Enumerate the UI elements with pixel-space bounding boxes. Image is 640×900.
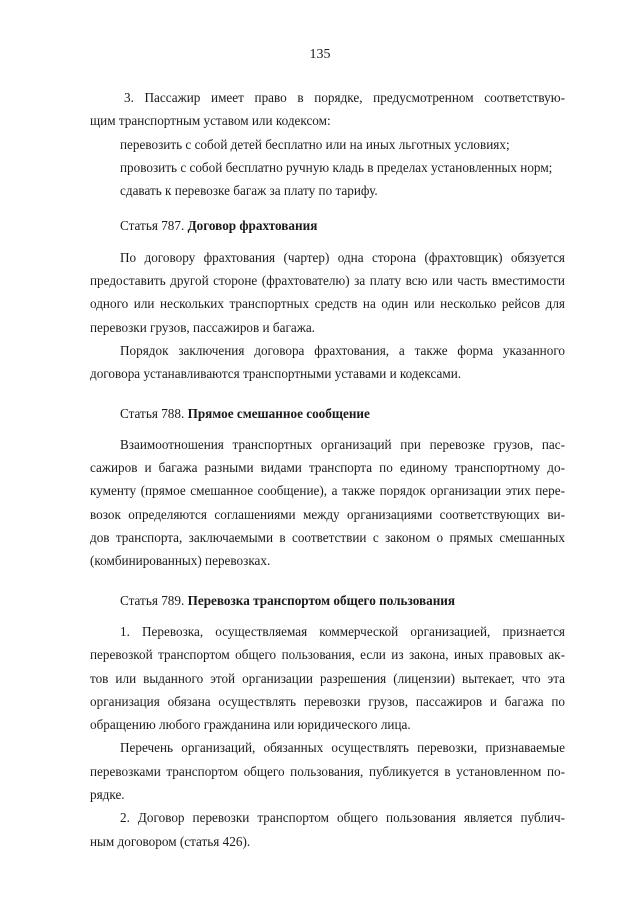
text-line: (комбинированных) перевозках. (90, 553, 271, 569)
article-787-text (90, 246, 565, 386)
list-item: провозить с собой бесплатно ручную кладь в пределах установленных норм; (120, 159, 553, 175)
article-788-text (90, 433, 565, 573)
article-789-heading (120, 589, 565, 612)
text-line: тов или выданного этой организации разрешения (лицензии) вытекает, что эта (90, 670, 565, 686)
list-item: перевозить с собой детей бесплатно или на иных льготных условиях; (120, 136, 510, 152)
text-line: щим транспортным уставом или кодексом: (90, 113, 331, 129)
text-line: рядке. (90, 787, 125, 803)
text-line: сажиров и багажа разными видами транспорта по единому транспортному до- (90, 460, 565, 476)
text-line: кументу (прямое смешанное сообщение), а также порядок организации этих пере- (90, 483, 565, 499)
article-title: Перевозка транспортом общего пользования (187, 592, 456, 608)
text-line: Перечень организаций, обязанных осуществлять перевозки, признаваемые (120, 740, 565, 756)
text-line: обращению любого гражданина или юридического лица. (90, 717, 411, 733)
text-line: 1. Перевозка, осуществляемая коммерческой организацией, признается (120, 623, 565, 639)
text-line: Взаимоотношения транспортных организаций при перевозке грузов, пас- (120, 436, 565, 452)
article-title: Прямое смешанное сообщение (187, 405, 370, 421)
text-line: организация обязана осуществлять перевозки грузов, пассажиров и багажа по (90, 693, 565, 709)
text-line: дов транспорта, заключаемыми в соответствии с законом о прямых смешанных (90, 530, 565, 546)
article-title: Договор фрахтования (187, 218, 318, 234)
text-line: ным договором (статья 426). (90, 833, 251, 849)
article-number: Статья 787. (120, 218, 185, 234)
text-line: предоставить другой стороне (фрахтователю) за плату всю или часть вместимости (90, 273, 565, 289)
article-789-text (90, 620, 565, 853)
article-number: Статья 788. (120, 405, 185, 421)
text-line: перевозками транспортом общего пользования, публикуется в установленном по- (90, 763, 565, 779)
text-line: перевозкой транспортом общего пользования, если из закона, иных правовых ак- (90, 647, 565, 663)
text-line: договора устанавливаются транспортными уставами и кодексами. (90, 366, 462, 382)
text-line: одного или нескольких транспортных средств на один или несколько рейсов для (90, 296, 565, 312)
article-number: Статья 789. (120, 592, 185, 608)
text-line: 3. Пассажир имеет право в порядке, предусмотренном соответствую- (124, 90, 565, 105)
page-number: 135 (309, 47, 331, 62)
passenger-rights-paragraph (90, 86, 565, 202)
text-line: Порядок заключения договора фрахтования, а также форма указанного (120, 342, 565, 358)
article-787-heading (120, 214, 565, 237)
article-788-heading (120, 402, 565, 425)
text-line: По договору фрахтования (чартер) одна сторона (фрахтовщик) обязуется (120, 249, 565, 265)
text-line: перевозки грузов, пассажиров и багажа. (90, 319, 315, 335)
document-body (90, 86, 565, 853)
text-line: возок определяются соглашениями между организациями соответствующих ви- (90, 506, 565, 522)
list-item: сдавать к перевозке багаж за плату по тарифу. (120, 183, 378, 199)
text-line: 2. Договор перевозки транспортом общего пользования является публич- (120, 810, 565, 826)
